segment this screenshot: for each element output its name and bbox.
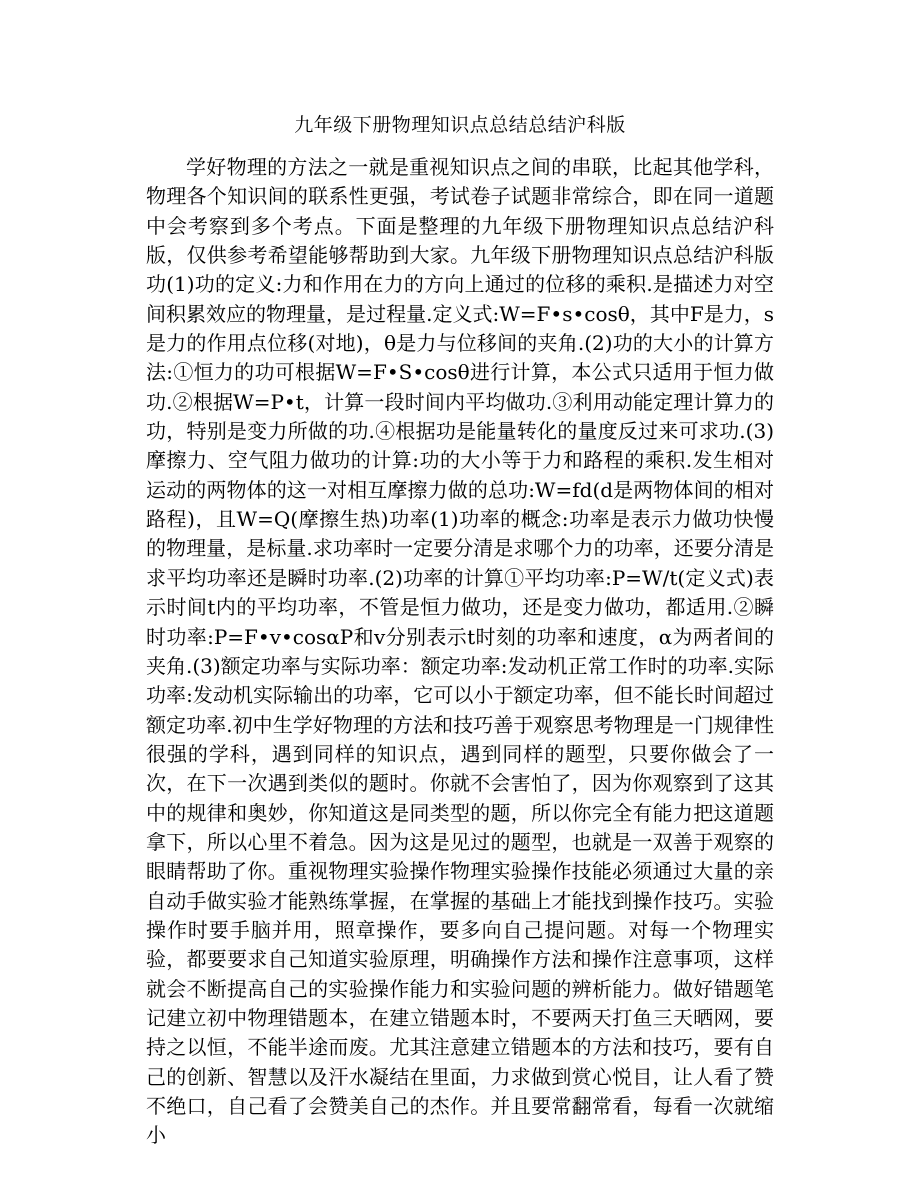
document-title: 九年级下册物理知识点总结总结沪科版 [294, 114, 626, 136]
document-body-paragraph: 学好物理的方法之一就是重视知识点之间的串联，比起其他学科，物理各个知识间的联系性更强，考试卷子试题非常综合，即在同一道题中会考察到多个考点。下面是整理的九年级下册物理知识点总结沪科版，仅供参考希望能够帮助到大家。九年级下册物理知识点总结沪科版功(1)功的定义:力和作用在力的方向上通过的位移的乘积.是描述力对空间积累效应的物理量，是过程量.定义式:W=F•s•cosθ，其中F是力，s是力的作用点位移(对地)，θ是力与位移间的夹角.(2)功的大小的计算方法:①恒力的功可根据W=F•S•cosθ进行计算，本公式只适用于恒力做功.②根据W=P•t，计算一段时间内平均做功.③利用动能定理计算力的功，特别是变力所做的功.④根据功是能量转化的量度反过来可求功.(3)摩擦力、空气阻力做功的计算:功的大小等于力和路程的乘积.发生相对运动的两物体的这一对相互摩擦力做的总功:W=fd(d是两物体间的相对路程)，且W=Q(摩擦生热)功率(1)功率的概念:功率是表示力做功快慢的物理量，是标量.求功率时一定要分清是求哪个力的功率，还要分清是求平均功率还是瞬时功率.(2)功率的计算①平均功率:P=W/t(定义式)表示时间t内的平均功率，不管是恒力做功，还是变力做功，都适用.②瞬时功率:P=F•v•cosαP和v分别表示t时刻的功率和速度，α为两者间的夹角.(3)额定功率与实际功率：额定功率:发动机正常工作时的功率.实际功率:发动机实际输出的功率，它可以小于额定功率，但不能长时间超过额定功率.初中生学好物理的方法和技巧善于观察思考物理是一门规律性很强的学科，遇到同样的知识点，遇到同样的题型，只要你做会了一次，在下一次遇到类似的题时。你就不会害怕了，因为你观察到了这其中的规律和奥妙，你知道这是同类型的题，所以你完全有能力把这道题拿下，所以心里不着急。因为这是见过的题型，也就是一双善于观察的眼睛帮助了你。重视物理实验操作物理实验操作技能必须通过大量的亲自动手做实验才能熟练掌握，在掌握的基础上才能找到操作技巧。实验操作时要手脑并用，照章操作，要多向自己提问题。对每一个物理实验，都要要求自己知道实验原理，明确操作方法和操作注意事项，这样就会不断提高自己的实验操作能力和实验问题的辨析能力。做好错题笔记建立初中物理错题本，在建立错题本时，不要两天打鱼三天晒网，要持之以恒，不能半途而废。尤其注意建立错题本的方法和技巧，要有自己的创新、智慧以及汗水凝结在里面，力求做到赏心悦目，让人看了赞不绝口，自己看了会赞美自己的杰作。并且要常翻常看，每看一次就缩小 [146, 155, 774, 1148]
